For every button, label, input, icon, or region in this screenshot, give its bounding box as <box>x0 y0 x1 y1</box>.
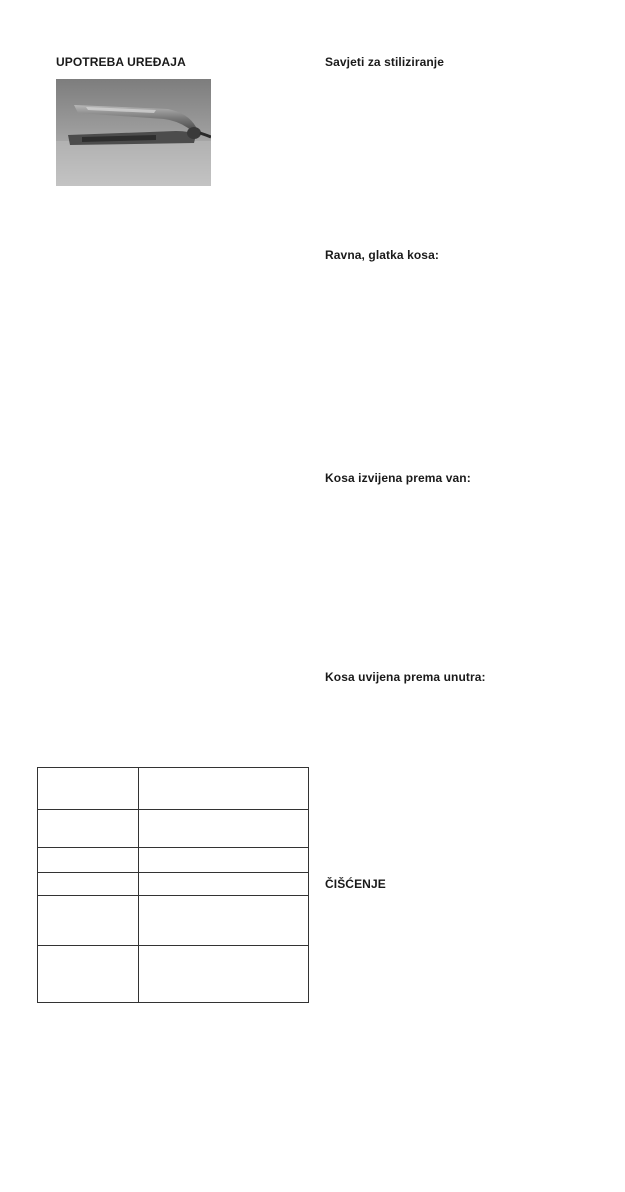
table-cell-label <box>38 896 139 946</box>
hair-straightener-photo <box>56 79 211 186</box>
table-cell-value <box>139 946 309 1003</box>
table-cell-value <box>139 896 309 946</box>
table-row <box>38 848 309 873</box>
table-cell-value <box>139 848 309 873</box>
table-cell-value <box>139 810 309 848</box>
table-cell-label <box>38 873 139 896</box>
table-cell-value <box>139 768 309 810</box>
table-cell-label <box>38 848 139 873</box>
heading-straight-smooth-hair: Ravna, glatka kosa: <box>325 248 439 262</box>
table-row <box>38 873 309 896</box>
table-cell-label <box>38 768 139 810</box>
table-row <box>38 946 309 1003</box>
table-row <box>38 768 309 810</box>
table-cell-label <box>38 810 139 848</box>
heading-curled-in-hair: Kosa uvijena prema unutra: <box>325 670 486 684</box>
heading-flipped-out-hair: Kosa izvijena prema van: <box>325 471 471 485</box>
table-row <box>38 810 309 848</box>
table-row <box>38 896 309 946</box>
section-title-using-device: UPOTREBA UREĐAJA <box>56 55 186 69</box>
heading-cleaning: ČIŠĆENJE <box>325 877 386 891</box>
settings-table <box>37 767 309 1003</box>
table-cell-label <box>38 946 139 1003</box>
table-cell-value <box>139 873 309 896</box>
heading-styling-tips: Savjeti za stiliziranje <box>325 55 445 69</box>
